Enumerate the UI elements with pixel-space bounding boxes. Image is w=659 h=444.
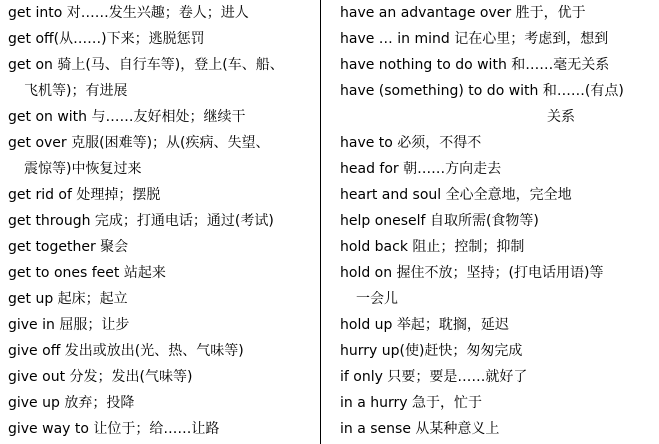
phrase-entry: hold up 举起；耽搁，延迟 [340, 317, 509, 333]
phrase-entry: hurry up(使)赶快；匆匆完成 [340, 343, 523, 359]
phrase-entry: have (something) to do with 和……(有点) [340, 83, 624, 99]
phrase-entry: hold back 阻止；控制；抑制 [340, 239, 525, 255]
phrase-entry: get together 聚会 [8, 239, 129, 255]
phrase-entry: give off 发出或放出(光、热、气味等) [8, 343, 244, 359]
phrase-entry: get on 骑上(马、自行车等)，登上(车、船、 [8, 57, 284, 73]
phrase-entry: head for 朝……方向走去 [340, 161, 502, 177]
phrase-entry: get rid of 处理掉；摆脱 [8, 187, 161, 203]
phrase-entry: if only 只要；要是……就好了 [340, 369, 528, 385]
left-column [8, 0, 312, 442]
phrase-entry: give out 分发；发出(气味等) [8, 369, 193, 385]
phrase-entry: get into 对……发生兴趣；卷人；进人 [8, 5, 249, 21]
phrase-entry: help oneself 自取所需(食物等) [340, 213, 539, 229]
phrase-entry-continuation: 飞机等)；有进展 [24, 83, 128, 99]
phrase-entry: give up 放弃；投降 [8, 395, 135, 411]
phrase-entry: have to 必须，不得不 [340, 135, 482, 151]
phrase-entry: get over 克服(困难等)；从(疾病、失望、 [8, 135, 270, 151]
phrase-entry: have an advantage over 胜于，优于 [340, 5, 586, 21]
phrase-entry: give in 屈服；让步 [8, 317, 130, 333]
phrase-entry: get on with 与……友好相处；继续干 [8, 109, 246, 125]
phrase-entry-continuation: 一会儿 [356, 291, 398, 307]
right-column [340, 0, 652, 442]
phrase-entry: in a sense 从某种意义上 [340, 421, 500, 437]
phrase-entry: hold on 握住不放；坚持；(打电话用语)等 [340, 265, 604, 281]
phrase-entry: get to ones feet 站起来 [8, 265, 166, 281]
phrase-entry: give way to 让位于；给……让路 [8, 421, 220, 437]
column-divider [320, 0, 321, 444]
phrase-entry: get up 起床；起立 [8, 291, 128, 307]
phrase-entry: get off(从……)下来；逃脱惩罚 [8, 31, 205, 47]
phrase-entry: heart and soul 全心全意地，完全地 [340, 187, 572, 203]
phrase-entry-continuation: 震惊等)中恢复过来 [24, 161, 142, 177]
phrase-entry: have nothing to do with 和……毫无关系 [340, 57, 610, 73]
phrase-entry: get through 完成；打通电话；通过(考试) [8, 213, 274, 229]
phrase-entry: in a hurry 急于，忙于 [340, 395, 482, 411]
phrase-entry: have … in mind 记在心里；考虑到，想到 [340, 31, 609, 47]
phrase-entry-continuation: 关系 [547, 109, 575, 125]
